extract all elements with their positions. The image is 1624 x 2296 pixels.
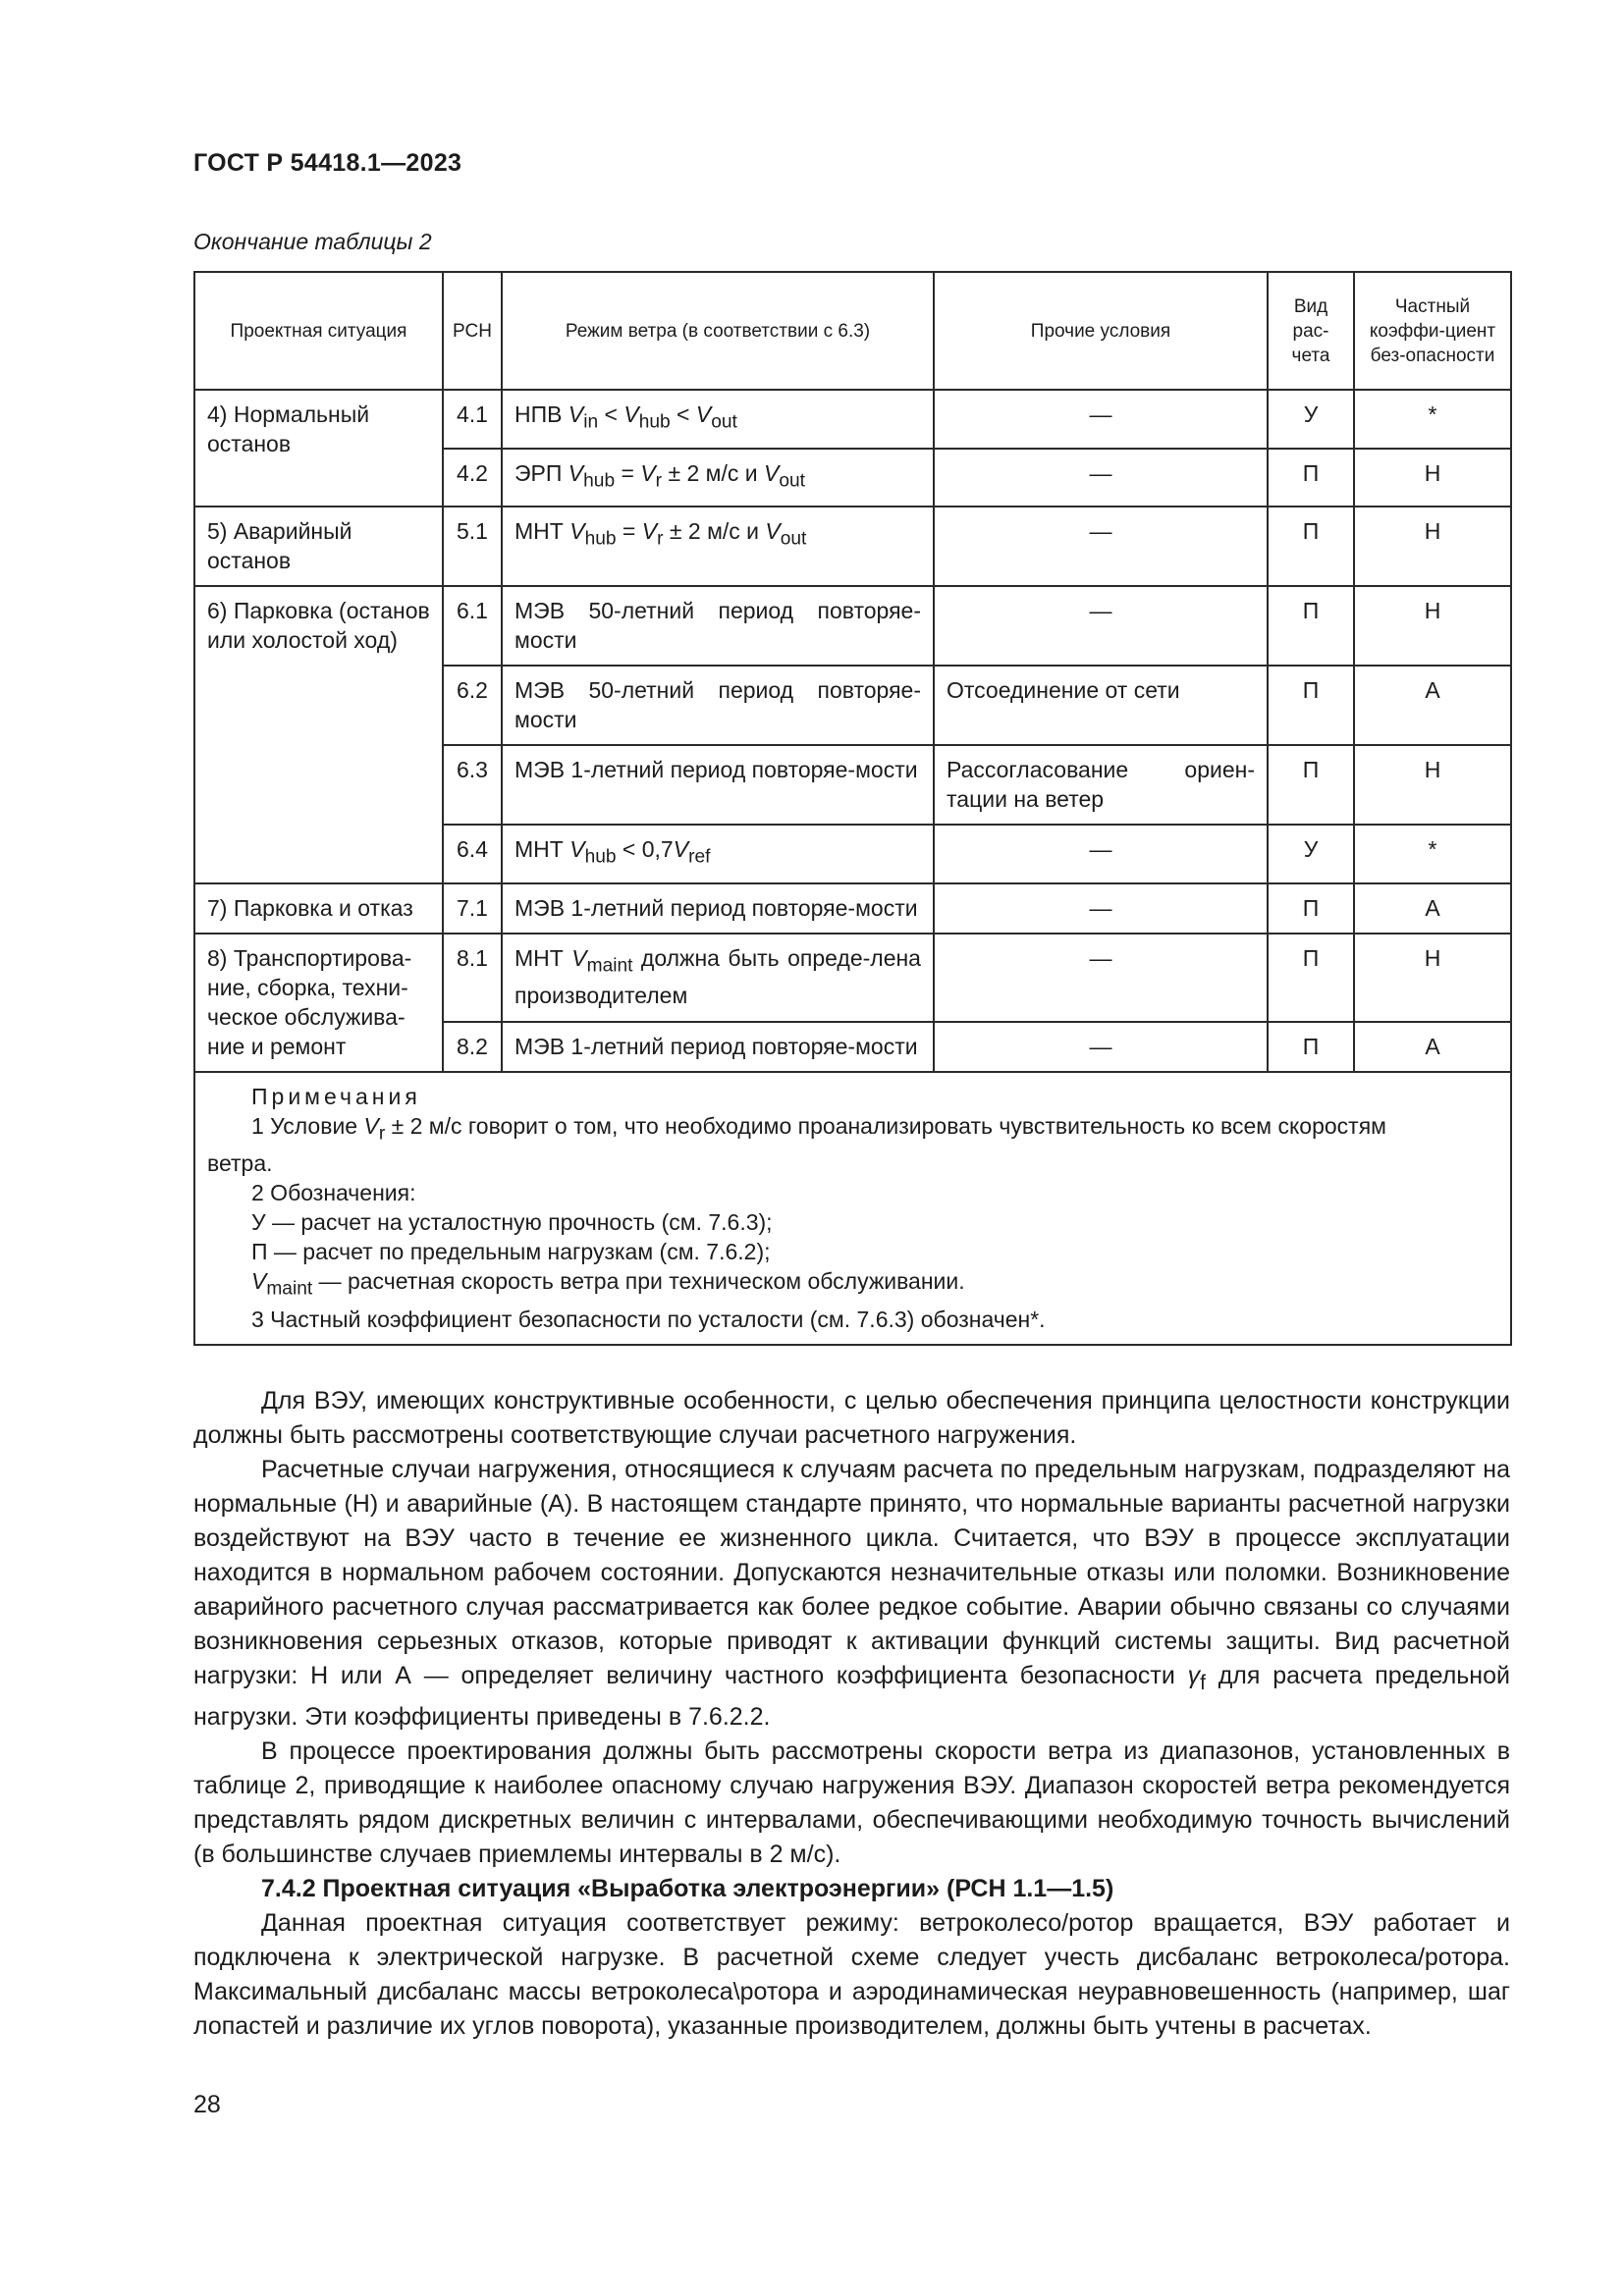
table-row <box>194 586 1511 666</box>
calc-type-cell: П <box>1268 449 1354 507</box>
paragraph: Расчетные случаи нагружения, относящиеся к случаям расчета по предельным нагрузкам, подразделяют на нормальные (Н) и аварийные (А). В настоящем стандарте принято, что нормальные варианты расчетной нагрузки воздействуют на ВЭУ часто в течение ее жизненного цикла. Считается, что ВЭУ в процессе эксплуатации находится в нормальном рабочем состоянии. Допускаются незначительные отказы или поломки. Возникновение аварийного расчетного случая рассматривается как более редкое событие. Аварии обычно связаны со случаями возникновения серьезных отказов, которые приводят к активации функций системы защиты. Вид расчетной нагрузки: Н или А — определяет величину частного коэффициента безопасности $\gamma_f$ для расчета предельной нагрузки. Эти коэффициенты приведены в 7.6.2.2. <box>193 1456 1510 1731</box>
other-cell: — <box>934 934 1268 1022</box>
design-situations-table <box>193 271 1512 1346</box>
document-code: ГОСТ Р 54418.1—2023 <box>193 149 462 177</box>
calc-type-cell: П <box>1268 507 1354 586</box>
wind-cell: МНТ $V_{maint}$ должна быть опреде-лена производителем <box>502 934 934 1022</box>
wind-cell: МНТ $V_{hub} = V_r \pm 2$ м/с и $V_{out}$ <box>502 507 934 586</box>
page-number: 28 <box>193 2091 221 2118</box>
other-cell: Рассогласование ориен-тации на ветер <box>934 745 1268 825</box>
rsn-cell: 8.1 <box>443 934 502 1022</box>
wind-cell: ЭРП $V_{hub} = V_r \pm 2$ м/с и $V_{out}$ <box>502 449 934 507</box>
calc-type-cell: П <box>1268 745 1354 825</box>
header-wind-mode: Режим ветра (в соответствии с 6.3) <box>502 272 934 390</box>
header-calc-type: Вид рас-чета <box>1268 272 1354 390</box>
table-notes <box>194 1072 1511 1345</box>
section-heading: 7.4.2 Проектная ситуация «Выработка электроэнергии» (РСН 1.1—1.5) <box>261 1875 1114 1902</box>
other-cell: Отсоединение от сети <box>934 666 1268 745</box>
note-1-continued: ветра. <box>207 1150 273 1177</box>
note-3: 3 Частный коэффициент безопасности по усталости (см. 7.6.3) обозначен*. <box>251 1306 1046 1332</box>
factor-cell: А <box>1354 666 1511 745</box>
other-cell: — <box>934 507 1268 586</box>
note-2-fatigue: У — расчет на усталостную прочность (см. 7.6.3); <box>251 1209 773 1236</box>
other-cell: — <box>934 390 1268 449</box>
factor-cell: Н <box>1354 449 1511 507</box>
table-notes-row <box>194 1072 1511 1345</box>
situation-cell: 6) Парковка (останов или холостой ход) <box>194 586 443 883</box>
paragraph: Для ВЭУ, имеющих конструктивные особенности, с целью обеспечения принципа целостности конструкции должны быть рассмотрены соответствующие случаи расчетного нагружения. <box>193 1387 1510 1449</box>
factor-cell: Н <box>1354 745 1511 825</box>
situation-cell: 7) Парковка и отказ <box>194 883 443 934</box>
factor-cell: * <box>1354 825 1511 883</box>
header-rsn: РСН <box>443 272 502 390</box>
table-row <box>194 934 1511 1022</box>
other-cell: — <box>934 1022 1268 1072</box>
rsn-cell: 6.2 <box>443 666 502 745</box>
rsn-cell: 6.4 <box>443 825 502 883</box>
note-2-vmaint: $V_{maint}$ — расчетная скорость ветра при техническом обслуживании. <box>251 1268 965 1300</box>
rsn-cell: 5.1 <box>443 507 502 586</box>
factor-cell: Н <box>1354 934 1511 1022</box>
rsn-cell: 6.3 <box>443 745 502 825</box>
wind-cell: МЭВ 1-летний период повторяе-мости <box>502 1022 934 1072</box>
note-2-ultimate: П — расчет по предельным нагрузкам (см. 7.6.2); <box>251 1239 771 1265</box>
paragraph: Данная проектная ситуация соответствует режиму: ветроколесо/ротор вращается, ВЭУ работает и подключена к электрической нагрузке. В расчетной схеме следует учесть дисбаланс ветроколеса/ротора. Максимальный дисбаланс массы ветроколеса\ротора и аэродинамическая неуравновешенность (например, шаг лопастей и различие их углов поворота), указанные производителем, должны быть учтены в расчетах. <box>193 1909 1510 2040</box>
table-row <box>194 390 1511 449</box>
body-text <box>193 1384 1510 2044</box>
wind-cell: МЭВ 50-летний период повторяе-мости <box>502 666 934 745</box>
rsn-cell: 4.2 <box>443 449 502 507</box>
other-cell: — <box>934 825 1268 883</box>
calc-type-cell: П <box>1268 934 1354 1022</box>
wind-cell: МЭВ 50-летний период повторяе-мости <box>502 586 934 666</box>
table-header-row <box>194 272 1511 390</box>
calc-type-cell: П <box>1268 1022 1354 1072</box>
situation-cell: 4) Нормальный останов <box>194 390 443 507</box>
notes-title: Примечания <box>251 1083 421 1109</box>
other-cell: — <box>934 449 1268 507</box>
factor-cell: Н <box>1354 507 1511 586</box>
factor-cell: Н <box>1354 586 1511 666</box>
rsn-cell: 4.1 <box>443 390 502 449</box>
calc-type-cell: П <box>1268 666 1354 745</box>
rsn-cell: 6.1 <box>443 586 502 666</box>
factor-cell: * <box>1354 390 1511 449</box>
table-caption: Окончание таблицы 2 <box>193 229 432 254</box>
calc-type-cell: У <box>1268 390 1354 449</box>
header-situation: Проектная ситуация <box>194 272 443 390</box>
note-1: 1 Условие $V_r \pm 2$ м/с говорит о том, что необходимо проанализировать чувствительность ко всем скоростям <box>251 1112 1386 1145</box>
header-other-conditions: Прочие условия <box>934 272 1268 390</box>
table-row <box>194 507 1511 586</box>
wind-cell: МНТ $V_{hub} < 0,7V_{ref}$ <box>502 825 934 883</box>
situation-cell: 5) Аварийный останов <box>194 507 443 586</box>
calc-type-cell: У <box>1268 825 1354 883</box>
header-safety-factor: Частный коэффи-циент без-опасности <box>1354 272 1511 390</box>
calc-type-cell: П <box>1268 586 1354 666</box>
other-cell: — <box>934 883 1268 934</box>
other-cell: — <box>934 586 1268 666</box>
factor-cell: А <box>1354 883 1511 934</box>
table-row <box>194 883 1511 934</box>
factor-cell: А <box>1354 1022 1511 1072</box>
wind-cell: МЭВ 1-летний период повторяе-мости <box>502 883 934 934</box>
wind-cell: МЭВ 1-летний период повторяе-мости <box>502 745 934 825</box>
paragraph: В процессе проектирования должны быть рассмотрены скорости ветра из диапазонов, установленных в таблице 2, приводящие к наиболее опасному случаю нагружения ВЭУ. Диапазон скоростей ветра рекомендуется представлять рядом дискретных величин с интервалами, обеспечивающими необходимую точность вычислений (в большинстве случаев приемлемы интервалы в 2 м/с). <box>193 1737 1510 1868</box>
note-2: 2 Обозначения: <box>251 1180 416 1206</box>
wind-cell: НПВ $V_{in} < V_{hub} < V_{out}$ <box>502 390 934 449</box>
rsn-cell: 8.2 <box>443 1022 502 1072</box>
rsn-cell: 7.1 <box>443 883 502 934</box>
calc-type-cell: П <box>1268 883 1354 934</box>
situation-cell: 8) Транспортирова-ние, сборка, техни-ческое обслужива-ние и ремонт <box>194 934 443 1072</box>
